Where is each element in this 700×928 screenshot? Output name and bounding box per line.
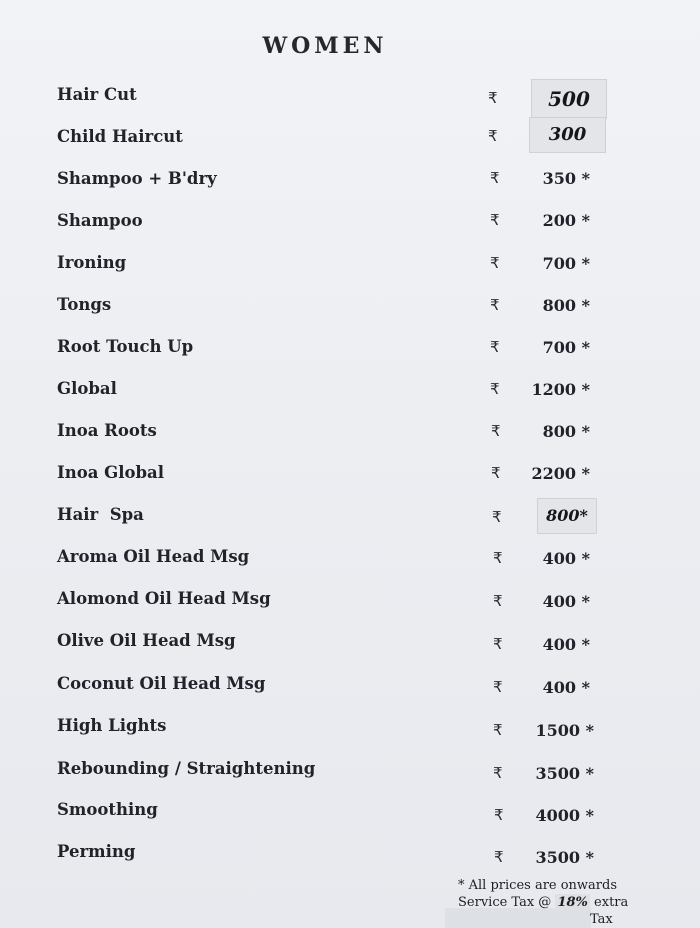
list-item (0, 589, 700, 619)
service-name: Shampoo + B'dry (57, 169, 217, 188)
rupee-icon: ₹ (493, 678, 503, 696)
list-item (0, 295, 700, 325)
rupee-icon: ₹ (491, 422, 501, 440)
list-item (0, 253, 700, 283)
list-item (0, 547, 700, 577)
service-name: Tongs (57, 295, 112, 314)
service-price: 800* (537, 498, 597, 534)
service-price: 500 (531, 79, 607, 119)
footnote (458, 877, 698, 927)
list-item (0, 800, 700, 830)
list-item (0, 631, 700, 661)
rupee-icon: ₹ (490, 211, 500, 229)
rupee-icon: ₹ (493, 549, 503, 567)
service-price: 400 * (542, 592, 590, 611)
rupee-icon: ₹ (493, 635, 503, 653)
rupee-icon: ₹ (491, 464, 501, 482)
service-name: Hair Cut (57, 85, 137, 104)
service-price: 1500 * (535, 721, 594, 740)
service-name: Olive Oil Head Msg (57, 631, 236, 650)
list-item (0, 463, 700, 493)
rupee-icon: ₹ (493, 592, 503, 610)
rupee-icon: ₹ (488, 127, 498, 145)
rupee-icon: ₹ (494, 848, 504, 866)
service-name: Perming (57, 842, 136, 861)
rupee-icon: ₹ (492, 508, 502, 526)
rupee-icon: ₹ (493, 721, 503, 739)
service-price: 400 * (542, 635, 590, 654)
list-item (0, 674, 700, 704)
service-name: Inoa Global (57, 463, 165, 482)
service-price: 1200 * (531, 380, 590, 399)
service-price: 3500 * (535, 764, 594, 783)
service-price: 800 * (542, 422, 590, 441)
list-item (0, 759, 700, 789)
list-item (0, 85, 700, 115)
footnote-onwards: * All prices are onwards (458, 878, 618, 893)
service-price: 300 (529, 117, 606, 153)
service-name: Root Touch Up (57, 337, 194, 356)
list-item (0, 379, 700, 409)
tax-suffix: extra (594, 895, 629, 910)
service-price: 3500 * (535, 848, 594, 867)
list-item (0, 505, 700, 535)
service-name: Global (57, 379, 117, 398)
rupee-icon: ₹ (490, 380, 500, 398)
footnote-tax (458, 894, 698, 911)
tax-prefix: Service Tax @ (458, 895, 552, 910)
page-title: WOMEN (262, 33, 388, 59)
rupee-icon: ₹ (493, 764, 503, 782)
service-price: 2200 * (531, 464, 590, 483)
rupee-icon: ₹ (488, 89, 498, 107)
list-item (0, 211, 700, 241)
service-name: Shampoo (57, 211, 143, 230)
service-name: Alomond Oil Head Msg (57, 589, 271, 608)
rupee-icon: ₹ (490, 254, 500, 272)
list-item (0, 124, 700, 157)
service-name: Coconut Oil Head Msg (57, 674, 266, 693)
list-item (0, 337, 700, 367)
service-price: 700 * (542, 338, 590, 357)
service-name: Hair Spa (57, 505, 144, 524)
rupee-icon: ₹ (490, 169, 500, 187)
rupee-icon: ₹ (494, 806, 504, 824)
list-item (0, 716, 700, 746)
paper-stub (445, 908, 591, 928)
list-item (0, 421, 700, 451)
service-name: Ironing (57, 253, 127, 272)
rupee-icon: ₹ (490, 296, 500, 314)
service-price: 700 * (542, 254, 590, 273)
service-name: Child Haircut (57, 127, 183, 146)
tax-rate: 18% (557, 895, 588, 910)
service-name: Smoothing (57, 800, 158, 819)
tax-word: Tax (590, 912, 613, 927)
service-price: 400 * (542, 549, 590, 568)
service-price: 4000 * (535, 806, 594, 825)
service-price: 350 * (542, 169, 590, 188)
service-name: Rebounding / Straightening (57, 759, 316, 778)
service-name: Inoa Roots (57, 421, 157, 440)
service-price: 800 * (542, 296, 590, 315)
service-name: High Lights (57, 716, 167, 735)
service-price: 200 * (542, 211, 590, 230)
service-price: 400 * (542, 678, 590, 697)
list-item (0, 169, 700, 199)
list-item (0, 842, 700, 872)
rupee-icon: ₹ (490, 338, 500, 356)
service-name: Aroma Oil Head Msg (57, 547, 250, 566)
